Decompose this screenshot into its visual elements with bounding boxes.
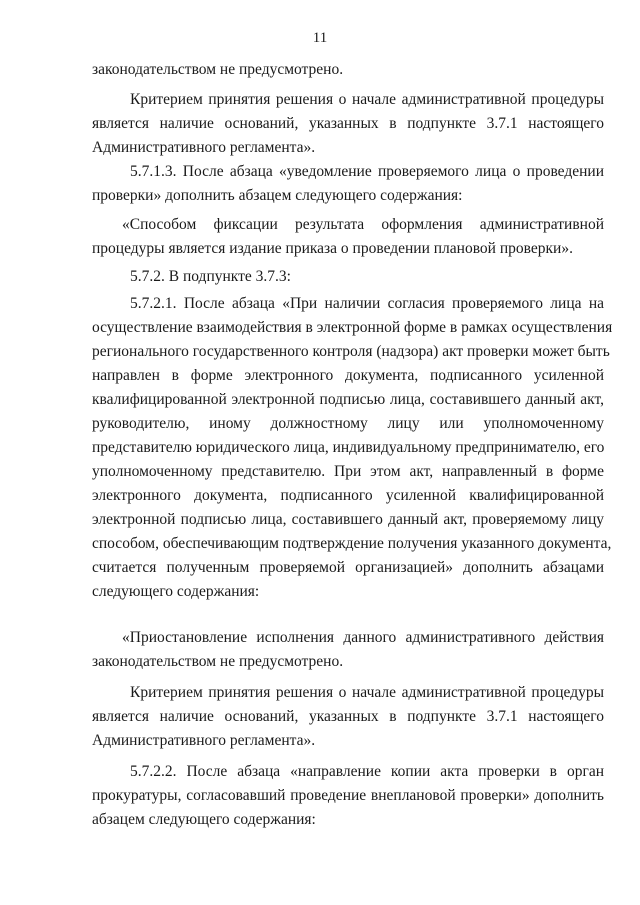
text-line: является наличие оснований, указанных в подпункте 3.7.1 настоящего [92, 708, 604, 725]
text-line: считается полученным проверяемой организацией» дополнить абзацами [92, 559, 604, 576]
text-line: «Приостановление исполнения данного административного действия [122, 629, 604, 646]
text-line: Критерием принятия решения о начале административной процедуры [130, 684, 604, 701]
paragraph [92, 760, 604, 832]
text-line: Административного регламента». [92, 732, 316, 749]
text-line: направлен в форме электронного документа, подписанного усиленной [92, 367, 604, 384]
text-line: законодательством не предусмотрено. [92, 653, 344, 670]
text-line: абзацем следующего содержания: [92, 811, 316, 828]
text-line: 5.7.2.1. После абзаца «При наличии согласия проверяемого лица на [130, 295, 604, 312]
paragraph [92, 213, 604, 261]
text-line: 5.7.1.3. После абзаца «уведомление проверяемого лица о проведении [130, 163, 604, 180]
text-line: регионального государственного контроля (надзора) акт проверки может быть [92, 343, 610, 360]
paragraph [92, 58, 604, 82]
page-number: 11 [312, 30, 328, 46]
text-line: 5.7.2.2. После абзаца «направление копии акта проверки в орган [130, 763, 604, 780]
text-line: прокуратуры, согласовавший проведение внеплановой проверки» дополнить [92, 787, 604, 804]
text-line: проверки» дополнить абзацем следующего содержания: [92, 187, 463, 204]
text-line: Административного регламента». [92, 139, 316, 156]
text-line: законодательством не предусмотрено. [92, 61, 344, 78]
text-line: способом, обеспечивающим подтверждение получения указанного документа, [92, 535, 612, 552]
text-line: электронной подписью лица, составившего данный акт, проверяемому лицу [92, 511, 604, 528]
text-line: осуществление взаимодействия в электронной форме в рамках осуществления [92, 319, 613, 336]
text-line: 5.7.2. В подпункте 3.7.3: [130, 268, 291, 285]
text-line: представителю юридического лица, индивидуальному предпринимателю, его [92, 439, 605, 456]
text-line: является наличие оснований, указанных в подпункте 3.7.1 настоящего [92, 115, 604, 132]
paragraph [92, 160, 604, 208]
text-line: Критерием принятия решения о начале административной процедуры [130, 91, 604, 108]
paragraph [92, 88, 604, 160]
paragraph [92, 681, 604, 753]
text-line: процедуры является издание приказа о проведении плановой проверки». [92, 240, 573, 257]
text-line: руководителю, иному должностному лицу или уполномоченному [92, 415, 604, 432]
paragraph [92, 265, 604, 289]
paragraph [92, 292, 613, 604]
text-line: уполномоченному представителю. При этом акт, направленный в форме [92, 463, 604, 480]
text-line: электронного документа, подписанного усиленной квалифицированной [92, 487, 604, 504]
text-line: «Способом фиксации результата оформления административной [122, 216, 604, 233]
paragraph [92, 626, 604, 674]
text-line: следующего содержания: [92, 583, 260, 600]
text-line: квалифицированной электронной подписью лица, составившего данный акт, [92, 391, 604, 408]
